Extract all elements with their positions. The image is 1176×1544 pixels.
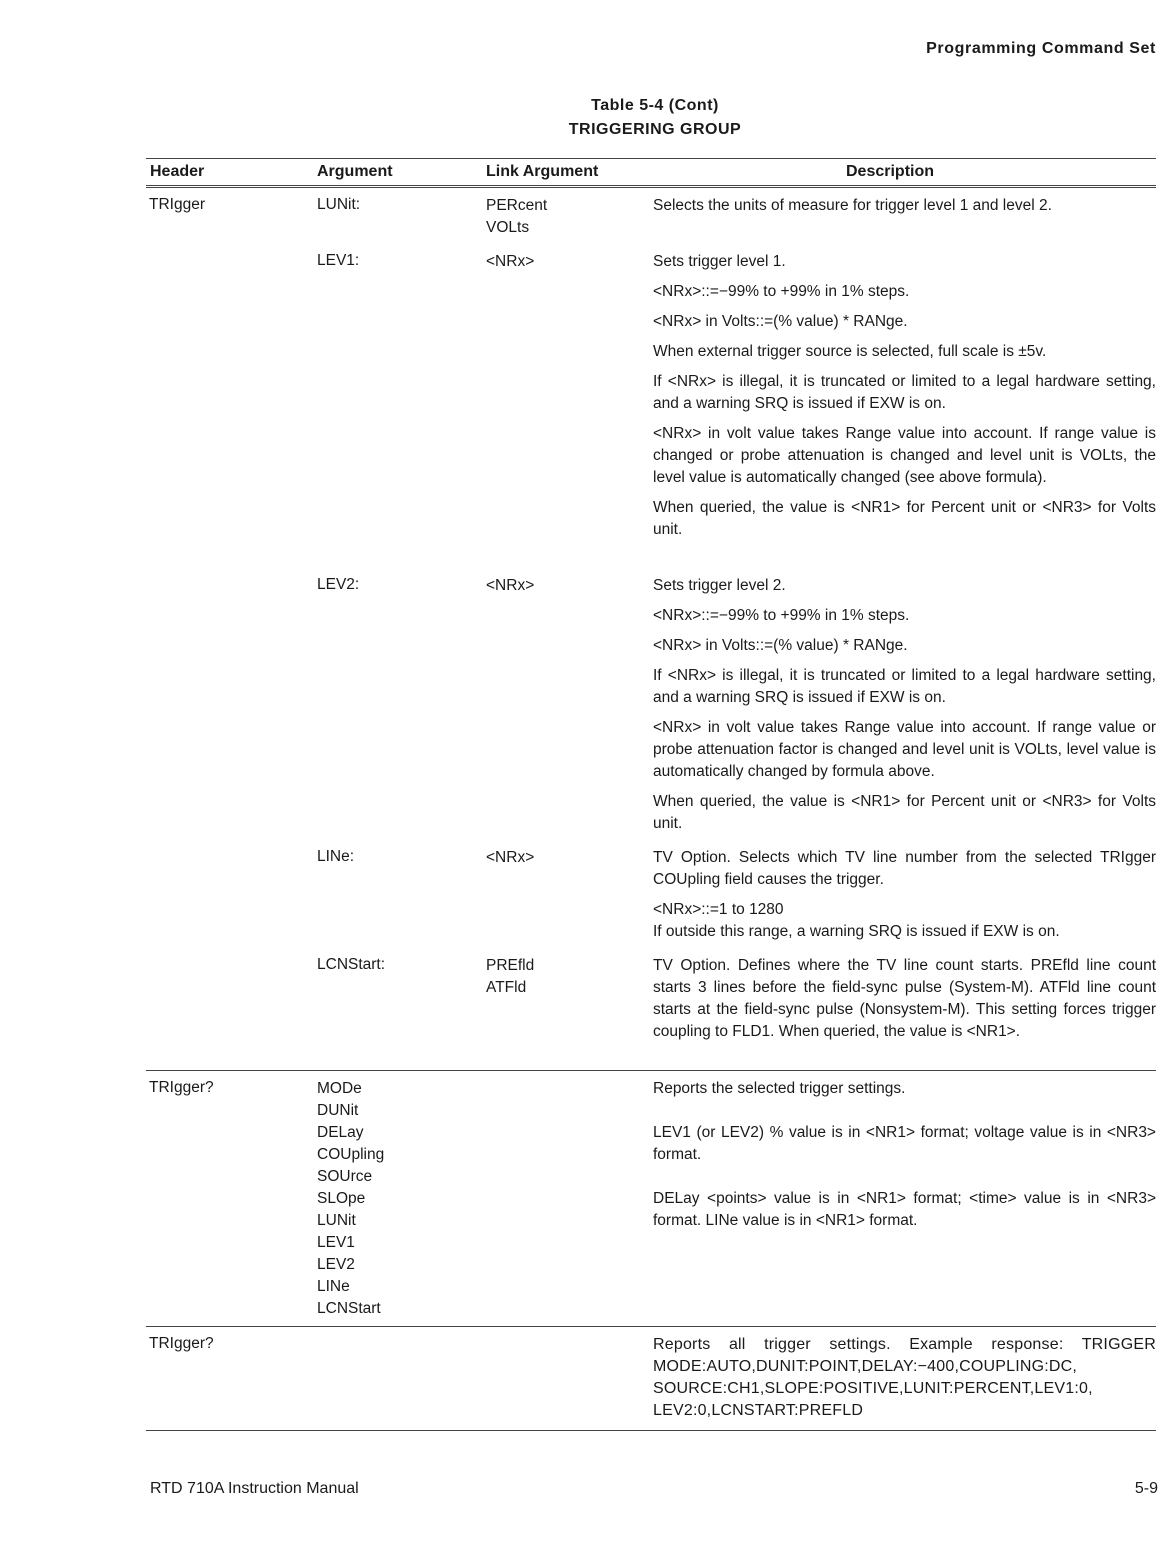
column-header-description: Description	[846, 163, 935, 180]
column-header-header: Header	[150, 163, 205, 180]
description-paragraph: Reports the selected trigger settings.	[653, 1080, 906, 1097]
link-argument: ATFld	[486, 979, 527, 996]
argument-item: DELay	[317, 1124, 364, 1141]
table-number: Table 5-4 (Cont)	[591, 97, 719, 114]
link-argument: VOLts	[486, 219, 530, 236]
link-argument-cell	[486, 251, 534, 273]
link-argument-cell	[486, 847, 534, 869]
argument-cell: LINe:	[317, 848, 355, 865]
description-cell	[653, 1078, 1156, 1240]
link-argument-cell	[486, 195, 547, 239]
description-paragraph: Reports all trigger settings. Example response: TRIGGER MODE:AUTO,DUNIT:POINT,DELAY:−400,COUPLING:DC, SOURCE:CH1,SLOPE:POSITIVE,LUNIT:PERCENT,LEV1:0, LEV2:0,LCNSTART:PREFLD	[653, 1336, 1156, 1419]
description-paragraph: <NRx>::=1 to 1280	[653, 901, 784, 918]
argument-list	[317, 1078, 384, 1320]
header-cell: TRIgger?	[149, 1079, 214, 1096]
description-paragraph: TV Option. Defines where the TV line count starts. PREfld line count starts 3 lines before the field-sync pulse (System-M). ATFld line count starts at the field-sync pulse (Nonsystem-M). This setting forces trigger coupling to FLD1. When queried, the value is <NR1>.	[653, 957, 1156, 1040]
argument-item: COUpling	[317, 1146, 385, 1163]
argument-cell: LEV2:	[317, 576, 360, 593]
description-paragraph: If <NRx> is illegal, it is truncated or limited to a legal hardware setting, and a warning SRQ is issued if EXW is on.	[653, 667, 1156, 706]
description-paragraph: TV Option. Selects which TV line number from the selected TRIgger COUpling field causes the trigger.	[653, 849, 1156, 888]
argument-item: MODe	[317, 1080, 362, 1097]
column-header-link-argument: Link Argument	[486, 163, 599, 180]
column-header-argument: Argument	[317, 163, 393, 180]
argument-cell: LEV1:	[317, 252, 360, 269]
table-header-row	[146, 158, 1156, 188]
header-cell: TRIgger	[149, 196, 205, 213]
description-paragraph: If <NRx> is illegal, it is truncated or limited to a legal hardware setting, and a warning SRQ is issued if EXW is on.	[653, 373, 1156, 412]
description-paragraph: LEV1 (or LEV2) % value is in <NR1> format; voltage value is in <NR3> format.	[653, 1124, 1156, 1163]
link-argument: PREfld	[486, 957, 535, 974]
footer-page-number: 5-9	[1134, 1480, 1158, 1497]
description-paragraph: <NRx>::=−99% to +99% in 1% steps.	[653, 283, 910, 300]
link-argument-cell	[486, 955, 534, 999]
link-argument: <NRx>	[486, 253, 535, 270]
table-caption	[0, 94, 1176, 142]
description-paragraph: <NRx> in volt value takes Range value into account. If range value or probe attenuation factor is changed and level unit is VOLts, level value is automatically changed by formula above.	[653, 719, 1156, 780]
description-cell	[653, 847, 1156, 951]
link-argument: PERcent	[486, 197, 548, 214]
description-cell	[653, 955, 1156, 1051]
argument-item: LEV2	[317, 1256, 355, 1273]
link-argument: <NRx>	[486, 849, 535, 866]
description-paragraph: DELay <points> value is in <NR1> format; <time> value is in <NR3> format. LINe value is in <NR1> format.	[653, 1190, 1156, 1229]
link-argument: <NRx>	[486, 577, 535, 594]
argument-cell: LCNStart:	[317, 956, 386, 973]
description-paragraph: <NRx> in Volts::=(% value) * RANge.	[653, 637, 908, 654]
argument-item: LUNit	[317, 1212, 356, 1229]
description-paragraph: If outside this range, a warning SRQ is issued if EXW is on.	[653, 923, 1060, 940]
header-cell: TRIgger?	[149, 1335, 214, 1352]
description-paragraph: When queried, the value is <NR1> for Percent unit or <NR3> for Volts unit.	[653, 499, 1156, 538]
description-paragraph: Sets trigger level 2.	[653, 577, 786, 594]
argument-item: LINe	[317, 1278, 350, 1295]
description-paragraph: <NRx>::=−99% to +99% in 1% steps.	[653, 607, 910, 624]
description-paragraph: Sets trigger level 1.	[653, 253, 786, 270]
argument-item: LCNStart	[317, 1300, 381, 1317]
description-cell	[653, 1334, 1156, 1422]
description-paragraph: <NRx> in volt value takes Range value into account. If range value is changed or probe attenuation is changed and level unit is VOLts, the level value is automatically changed (see above formula).	[653, 425, 1156, 486]
argument-item: DUNit	[317, 1102, 359, 1119]
footer-manual-title: RTD 710A Instruction Manual	[150, 1480, 359, 1497]
trigger-query-group	[146, 1070, 1156, 1326]
table-title: TRIGGERING GROUP	[568, 121, 742, 138]
description-cell	[653, 575, 1156, 843]
argument-item: SLOpe	[317, 1190, 366, 1207]
table-bottom-rule	[146, 1430, 1156, 1431]
section-title: Programming Command Set	[926, 40, 1156, 57]
link-argument-cell	[486, 575, 534, 597]
argument-item: SOUrce	[317, 1168, 373, 1185]
description-cell	[653, 251, 1156, 549]
description-paragraph: Selects the units of measure for trigger level 1 and level 2.	[653, 197, 1052, 214]
trigger-query-all-group	[146, 1326, 1156, 1431]
argument-cell: LUNit:	[317, 196, 361, 213]
description-paragraph: When external trigger source is selected, full scale is ±5v.	[653, 343, 1047, 360]
description-cell	[653, 195, 1156, 225]
argument-item: LEV1	[317, 1234, 355, 1251]
description-paragraph: When queried, the value is <NR1> for Percent unit or <NR3> for Volts unit.	[653, 793, 1156, 832]
trigger-command-group	[146, 186, 1156, 1070]
description-paragraph: <NRx> in Volts::=(% value) * RANge.	[653, 313, 908, 330]
